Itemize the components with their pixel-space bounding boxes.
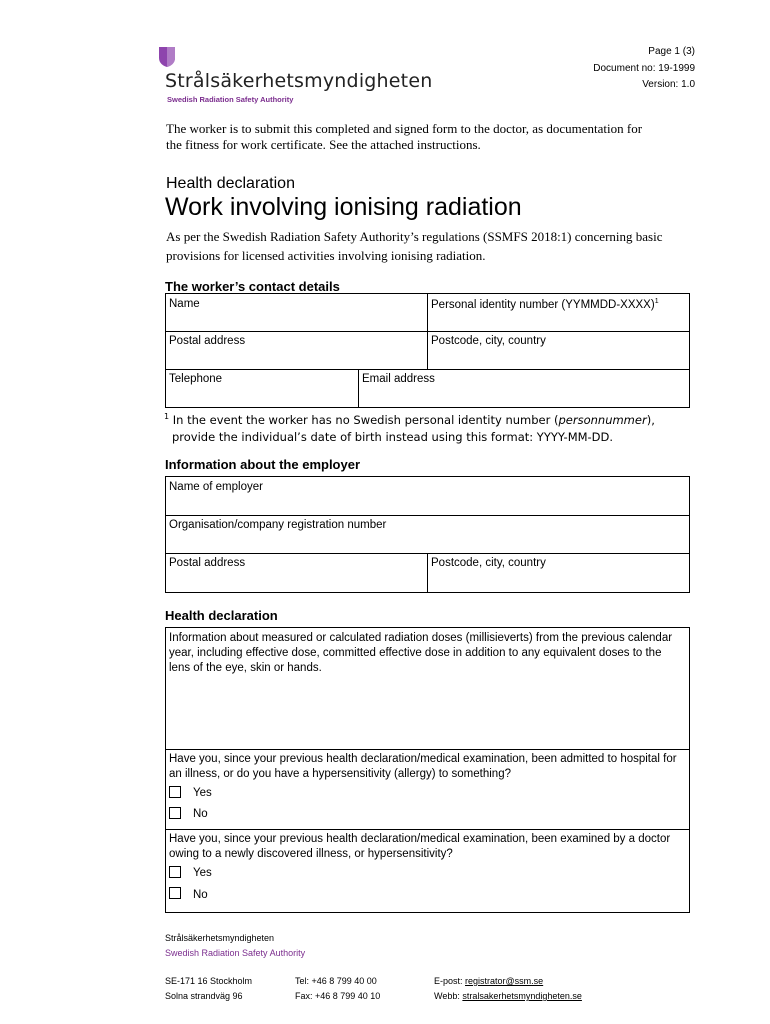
q1-no-checkbox[interactable] [169, 807, 181, 819]
employer-postal-address-field[interactable]: Postal address [169, 557, 246, 569]
footer-address-line2: Solna strandväg 96 [165, 991, 243, 1001]
radiation-doses-field[interactable] [166, 678, 688, 746]
employer-name-field[interactable]: Name of employer [169, 481, 263, 493]
form-title: Work involving ionising radiation [165, 193, 522, 221]
registration-number-field[interactable]: Organisation/company registration number [169, 519, 387, 531]
worker-postal-address-field[interactable]: Postal address [169, 335, 246, 347]
footer-fax: Fax: +46 8 799 40 10 [295, 991, 381, 1001]
q2-no-label: No [193, 889, 208, 901]
personal-identity-number-field[interactable]: Personal identity number (YYMMDD-XXXX)$^1$ [431, 298, 659, 311]
org-subtitle: Swedish Radiation Safety Authority [167, 95, 294, 104]
footer-telephone: Tel: +46 8 799 40 00 [295, 976, 377, 986]
health-section-title: Health declaration [165, 608, 278, 623]
question-doctor: Have you, since your previous health declaration/medical examination, been examined by a doctor owing to a newly discovered illness, or hypersensitivity? [169, 833, 671, 860]
footer-address-line1: SE-171 16 Stockholm [165, 976, 253, 986]
intro-text: The worker is to submit this completed and signed form to the doctor, as documentation for the fitness for work certificate. See the attached instructions. [166, 121, 643, 152]
org-name: Strålsäkerhetsmyndigheten [165, 70, 433, 92]
employer-section-title: Information about the employer [165, 457, 361, 472]
q2-yes-label: Yes [193, 867, 212, 879]
worker-section-title: The worker’s contact details [165, 279, 340, 294]
footnote: $^1$ In the event the worker has no Swedish personal identity number (personnummer), provide the individual’s date of birth instead using this format: YYYY-MM-DD. [164, 412, 655, 444]
document-number: Document no: 19-1999 [593, 63, 695, 74]
q2-yes-checkbox[interactable] [169, 866, 181, 878]
employer-postcode-field[interactable]: Postcode, city, country [431, 557, 546, 569]
worker-email-field[interactable]: Email address [362, 373, 435, 385]
worker-name-field[interactable]: Name [169, 298, 200, 310]
footer-org-subtitle: Swedish Radiation Safety Authority [165, 948, 306, 958]
version: Version: 1.0 [642, 79, 695, 90]
q2-no-checkbox[interactable] [169, 887, 181, 899]
website-link[interactable]: stralsakerhetsmyndigheten.se [462, 991, 582, 1001]
q1-yes-checkbox[interactable] [169, 786, 181, 798]
email-link[interactable]: registrator@ssm.se [465, 976, 544, 986]
worker-telephone-field[interactable]: Telephone [169, 373, 223, 385]
footer-email: E-post: registrator@ssm.se [434, 976, 544, 986]
footer-website: Webb: stralsakerhetsmyndigheten.se [434, 991, 582, 1001]
q1-no-label: No [193, 808, 208, 820]
q1-yes-label: Yes [193, 787, 212, 799]
regulation-text: As per the Swedish Radiation Safety Authority’s regulations (SSMFS 2018:1) concerning basic provisions for licensed activities involving ionising radiation. [166, 229, 663, 263]
worker-postcode-field[interactable]: Postcode, city, country [431, 335, 546, 347]
form-subtitle: Health declaration [166, 175, 295, 192]
radiation-doses-prompt: Information about measured or calculated radiation doses (millisieverts) from the previous calendar year, including effective dose, committed effective dose in addition to any equivalent doses to the lens of the eye, skin or hands. [169, 632, 673, 674]
page-number: Page 1 (3) [648, 46, 695, 57]
footer-org-name: Strålsäkerhetsmyndigheten [165, 933, 275, 943]
shield-logo-icon [158, 46, 176, 68]
question-hospital: Have you, since your previous health declaration/medical examination, been admitted to hospital for an illness, or do you have a hypersensitivity (allergy) to something? [169, 753, 677, 780]
